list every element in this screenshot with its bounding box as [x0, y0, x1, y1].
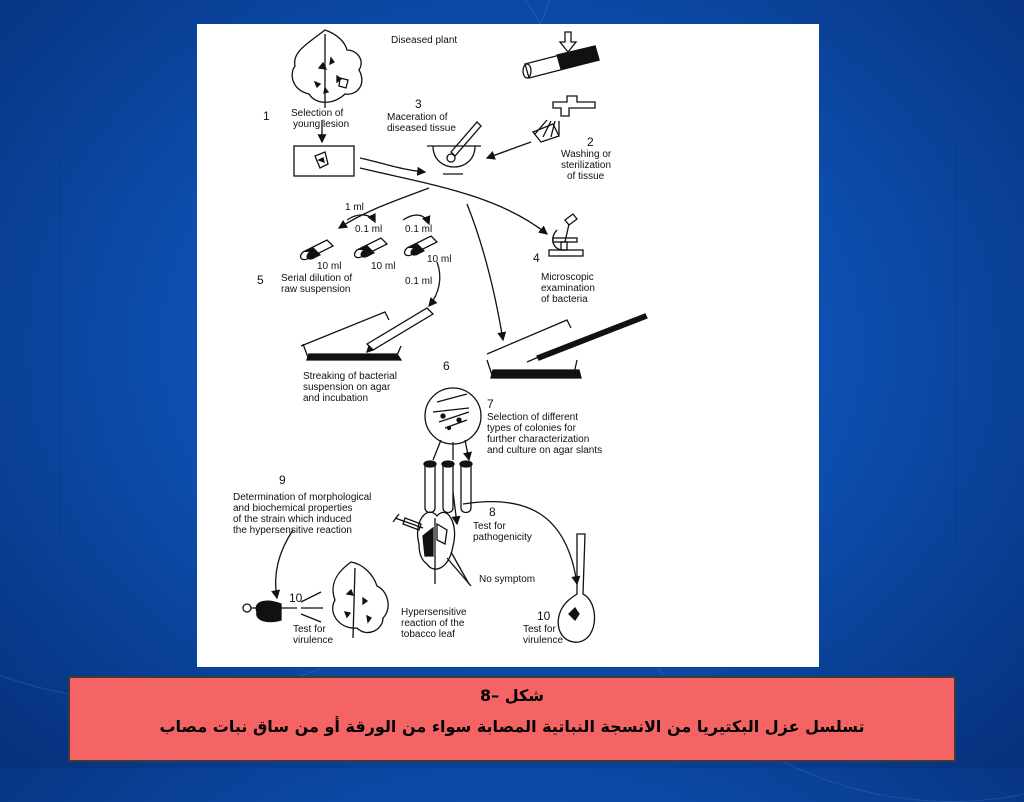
virulence-leaf-icon [333, 562, 388, 638]
figure-caption-box [68, 676, 956, 762]
volume-01ml-c: 0.1 ml [405, 276, 433, 287]
petri-dish-icon [425, 388, 481, 444]
hypersensitive-line-1: Hypersensitive [401, 607, 467, 618]
step-6-number: 6 [443, 359, 450, 373]
stem-icon [523, 32, 599, 78]
diagram-figure [197, 24, 819, 667]
step-7-number: 7 [487, 397, 494, 411]
step-1-number: 1 [263, 109, 270, 123]
agar-plate-left-icon [301, 308, 433, 360]
tube-10ml-c: 10 ml [427, 254, 452, 265]
tube-10ml-a: 10 ml [317, 261, 342, 272]
step-9-line-2: and biochemical properties [233, 503, 353, 514]
step-7-line-3: further characterization [487, 434, 590, 445]
step-4-line-3: of bacteria [541, 294, 588, 305]
step-2-line-1: Washing or [561, 149, 612, 160]
step-5-number: 5 [257, 273, 264, 287]
step-9-line-1: Determination of morphological [233, 492, 372, 503]
step-7-line-1: Selection of different [487, 412, 578, 423]
step-8-line-1: Test for [473, 521, 506, 532]
step-4-line-2: examination [541, 283, 595, 294]
step-1-line-1: Selection of [291, 108, 344, 119]
faucet-icon [533, 96, 595, 142]
step-4-number: 4 [533, 251, 540, 265]
hypersensitive-line-3: tobacco leaf [401, 629, 455, 640]
caption-body: تسلسل عزل البكتيريا من الانسجة النباتية المصابة سواء من الورقة أو من ساق نبات مصاب [159, 717, 865, 736]
step-3-line-2: diseased tissue [387, 123, 456, 134]
step-10-left-line-2: virulence [293, 635, 334, 646]
step-10-left-number: 10 [289, 591, 303, 605]
step-4-line-1: Microscopic [541, 272, 594, 283]
step-10-right-line-2: virulence [523, 635, 564, 646]
step-5-line-1: Serial dilution of [281, 273, 353, 284]
step-10-right-number: 10 [537, 609, 551, 623]
no-symptom-label: No symptom [479, 574, 536, 585]
agar-plate-right-icon [487, 314, 647, 378]
step-2-number: 2 [587, 135, 594, 149]
step-6-line-3: and incubation [303, 393, 369, 404]
step-3-number: 3 [415, 97, 422, 111]
tube-10ml-b: 10 ml [371, 261, 396, 272]
step-2-line-3: of tissue [567, 171, 605, 182]
volume-1ml: 1 ml [345, 202, 364, 213]
step-8-number: 8 [489, 505, 496, 519]
step-9-line-3: of the strain which induced [233, 514, 352, 525]
step-6-line-1: Streaking of bacterial [303, 371, 397, 382]
dilution-tubes-icon [301, 236, 437, 260]
step-7-line-4: and culture on agar slants [487, 445, 603, 456]
volume-01ml-a: 0.1 ml [355, 224, 383, 235]
agar-slants-icon [424, 461, 472, 513]
step-9-line-4: the hypersensitive reaction [233, 525, 352, 536]
step-6-line-2: suspension on agar [303, 382, 391, 393]
step-2-line-2: sterilization [561, 160, 612, 171]
caption-title: شكل –8 [479, 686, 545, 705]
sprayer-icon [243, 592, 323, 622]
step-10-left-line-1: Test for [293, 624, 326, 635]
step-10-right-line-1: Test for [523, 624, 556, 635]
hypersensitive-line-2: reaction of the [401, 618, 465, 629]
step-9-number: 9 [279, 473, 286, 487]
tobacco-leaf-icon [418, 512, 455, 584]
step-8-line-2: pathogenicity [473, 532, 532, 543]
step-7-line-2: types of colonies for [487, 423, 576, 434]
step-1-line-2: young lesion [293, 119, 350, 130]
isolation-diagram [197, 24, 819, 667]
volume-01ml-b: 0.1 ml [405, 224, 433, 235]
flask-icon [558, 534, 594, 642]
step-5-line-2: raw suspension [281, 284, 351, 295]
diseased-plant-label: Diseased plant [391, 35, 458, 46]
microscope-icon [549, 214, 583, 256]
step-3-line-1: Maceration of [387, 112, 448, 123]
